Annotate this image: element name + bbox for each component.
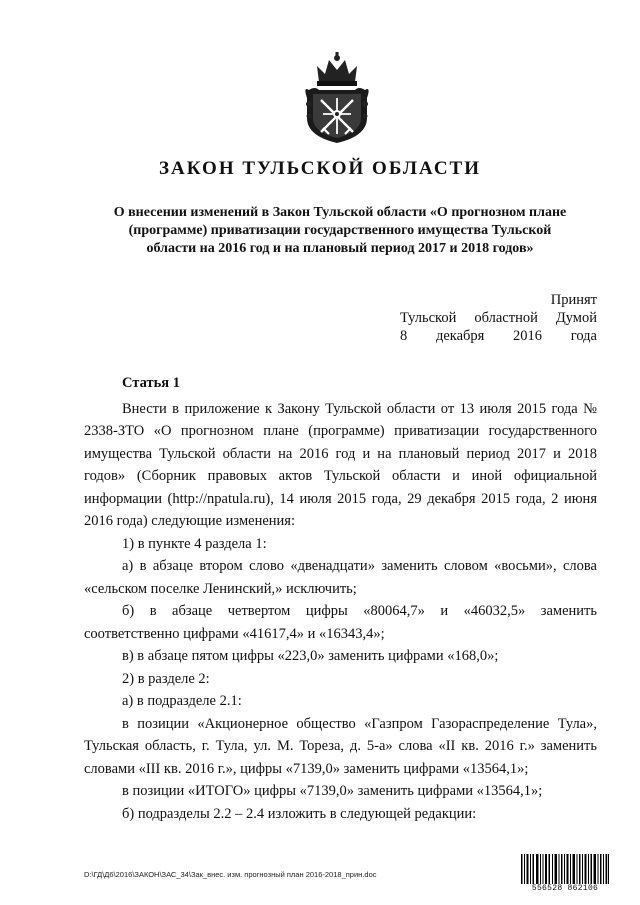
- article-paragraph: в) в абзаце пятом цифры «223,0» заменить цифрами «168,0»;: [122, 648, 499, 664]
- adopted-by-word: Думой: [555, 310, 597, 326]
- article-paragraph: а) в подразделе 2.1:: [122, 693, 242, 709]
- adopted-by: [400, 309, 597, 327]
- adoption-block: [400, 291, 597, 345]
- adopted-by-word: Тульской: [400, 310, 457, 326]
- article-paragraph: а) в абзаце втором слово «двенадцати» заменить словом «восьми», слова «сельском поселке Ленинский,» исключить;: [84, 558, 597, 597]
- adoption-date-part: 2016: [513, 328, 543, 344]
- article-paragraph: 2) в разделе 2:: [122, 670, 210, 687]
- adoption-date-part: года: [570, 328, 597, 344]
- law-subtitle: О внесении изменений в Закон Тульской области «О прогнозном плане (программе) приватизации государственного имущества Тульской области на 2016 год и на плановый период 2017 и 2018 годов»: [113, 205, 567, 256]
- adoption-date-part: декабря: [435, 328, 485, 344]
- article-paragraph: Внести в приложение к Закону Тульской области от 13 июля 2015 года № 2338-ЗТО «О прогнозном плане (программе) приватизации государственного имущества Тульской области на 2016 год и на плановый период 2017 и 2018 годов» (Сборник правовых актов Тульской области и иной официальной информации (http://npatula.ru), 14 июля 2015 года, 29 декабря 2015 года, 2 июня 2016 года) следующие изменения:: [84, 400, 597, 529]
- article-paragraph: б) в абзаце четвертом цифры «80064,7» и «46032,5» заменить соответственно цифрами «41617,4» и «16343,4»;: [84, 603, 597, 642]
- adoption-date: [400, 327, 597, 345]
- law-title: ЗАКОН ТУЛЬСКОЙ ОБЛАСТИ: [158, 158, 482, 179]
- file-path-footer: D:\ГД\Д6\2016\ЗАКОН\ЗАС_34\Зак_внес. изм. прогнозный план 2016-2018_прин.doc: [84, 870, 377, 879]
- article-paragraph: в позиции «Акционерное общество «Газпром Газораспределение Тула», Тульская область, г. Тула, ул. М. Тореза, д. 5-а» слова «II кв. 2016 г.» заменить словами «III кв. 2016 г.», цифры «7139,0» заменить цифрами «13564,1»;: [84, 715, 597, 777]
- barcode: [521, 854, 609, 884]
- article-paragraph: б) подразделы 2.2 – 2.4 изложить в следующей редакции:: [122, 805, 477, 822]
- adopted-by-word: областной: [474, 310, 538, 326]
- barcode-number: 556528 862106: [531, 884, 599, 893]
- coat-of-arms-icon: [299, 52, 375, 144]
- adoption-date-part: 8: [400, 328, 408, 344]
- article-paragraph: в позиции «ИТОГО» цифры «7139,0» заменить цифрами «13564,1»;: [122, 783, 543, 799]
- article-paragraph: 1) в пункте 4 раздела 1:: [122, 535, 267, 552]
- article-heading: Статья 1: [122, 375, 180, 391]
- adopted-label: Принят: [550, 292, 597, 308]
- law-body: [84, 372, 597, 825]
